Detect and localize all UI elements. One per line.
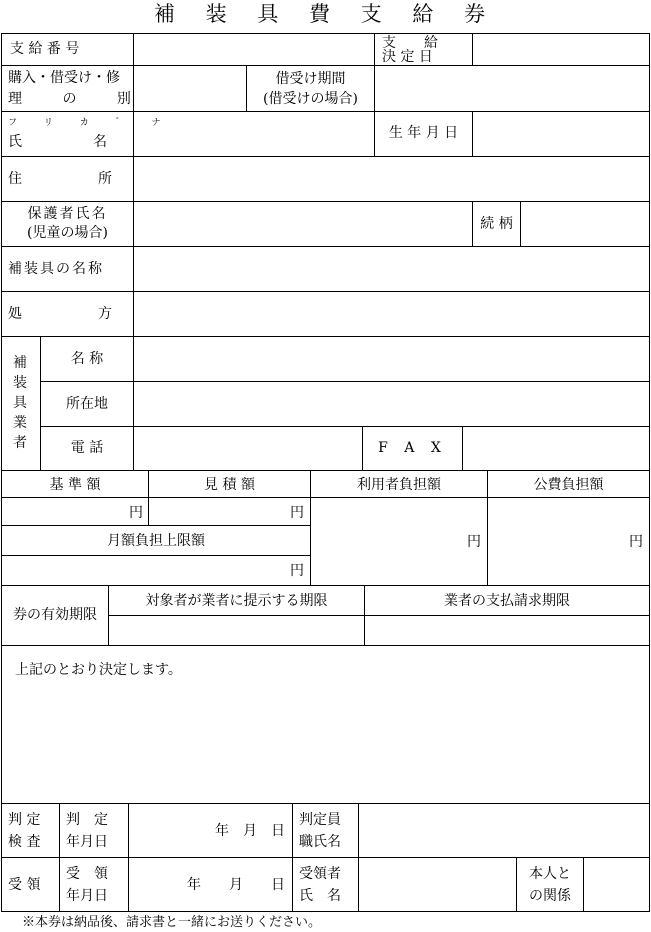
riyosha-header: 利用者負担額 bbox=[357, 477, 441, 493]
hantei-in-label-top: 判定員 bbox=[299, 812, 341, 828]
gyosha-char: 装 bbox=[13, 375, 27, 391]
furigana-label: フ リ カ ゛ ナ bbox=[8, 118, 173, 128]
shimei-label: 氏 名 bbox=[8, 134, 110, 150]
gyosha-char: 者 bbox=[13, 435, 27, 451]
footnote: ※本券は納品後、請求書と一緒にお送りください。 bbox=[22, 915, 322, 930]
shikyu-bango-label: 支 給 番 号 bbox=[10, 41, 80, 57]
juryo-ymd-label-bottom: 年月日 bbox=[66, 888, 108, 904]
hantei-kensa-label-top: 判 定 bbox=[8, 812, 41, 828]
kariuke-label-bottom: (借受けの場合) bbox=[263, 91, 358, 107]
hantei-ymd-label-top: 判 定 bbox=[66, 812, 108, 828]
kohi-yen: 円 bbox=[629, 534, 643, 550]
juryosha-label-bottom: 氏 名 bbox=[299, 888, 341, 904]
seikyu-kigen-header: 業者の支払請求期限 bbox=[444, 593, 570, 609]
teiji-kigen-header: 対象者が業者に提示する期限 bbox=[145, 593, 328, 609]
juryo-date-value: 年 月 日 bbox=[187, 877, 285, 893]
decision-text: 上記のとおり決定します。 bbox=[15, 662, 182, 678]
shikyu-kettei-label-top: 支 給 bbox=[382, 35, 438, 51]
honnin-label-bottom: の関係 bbox=[529, 888, 571, 904]
gyosha-char: 具 bbox=[13, 395, 27, 411]
zokugara-label: 続 柄 bbox=[480, 216, 513, 232]
form-title: 補 装 具 費 支 給 券 bbox=[153, 2, 498, 26]
gyosha-vertical-label bbox=[12, 353, 28, 453]
mitsumorigaku-yen: 円 bbox=[290, 505, 304, 521]
jusho-label: 住 所 bbox=[8, 171, 116, 187]
juryo-ymd-label-top: 受 領 bbox=[66, 866, 108, 882]
gyosha-shozaichi-label: 所在地 bbox=[66, 396, 108, 412]
gyosha-char: 業 bbox=[13, 415, 27, 431]
honnin-label-top: 本人と bbox=[529, 866, 571, 882]
hantei-kensa-label-bottom: 検 査 bbox=[8, 834, 41, 850]
kariuke-label-top: 借受け期間 bbox=[275, 71, 346, 87]
kijungaku-yen: 円 bbox=[129, 505, 143, 521]
kohi-header: 公費負担額 bbox=[533, 477, 604, 493]
shoho-label: 処 方 bbox=[8, 306, 116, 322]
hantei-in-label-bottom: 職氏名 bbox=[299, 834, 341, 850]
kijungaku-header: 基 準 額 bbox=[49, 477, 101, 493]
gyosha-fax-label: F A X bbox=[378, 440, 447, 456]
hantei-date-value: 年 月 日 bbox=[215, 823, 285, 839]
shikyu-kettei-label-bottom: 決 定 日 bbox=[382, 49, 433, 65]
getsugaku-label: 月額負担上限額 bbox=[107, 533, 205, 549]
konyu-label-top: 購入・借受け・修 bbox=[8, 70, 120, 86]
getsugaku-yen: 円 bbox=[290, 563, 304, 579]
validity-label: 券の有効期限 bbox=[13, 607, 97, 623]
hantei-ymd-label-bottom: 年月日 bbox=[66, 834, 108, 850]
gyosha-meisho-label: 名 称 bbox=[70, 351, 104, 367]
juryo-label: 受 領 bbox=[8, 877, 41, 893]
meisho-label: 補装具の名称 bbox=[8, 261, 104, 277]
hogosha-label-top: 保護者氏名 bbox=[27, 206, 108, 222]
juryosha-label-top: 受領者 bbox=[299, 866, 341, 882]
hogosha-label-bottom: (児童の場合) bbox=[27, 225, 108, 241]
gyosha-denwa-label: 電 話 bbox=[70, 440, 104, 456]
konyu-label-bottom: 理 の 別 bbox=[8, 91, 149, 107]
riyosha-yen: 円 bbox=[467, 534, 481, 550]
gyosha-char: 補 bbox=[13, 355, 27, 371]
mitsumorigaku-header: 見 積 額 bbox=[204, 477, 255, 493]
seinengappi-label: 生 年 月 日 bbox=[388, 125, 459, 141]
